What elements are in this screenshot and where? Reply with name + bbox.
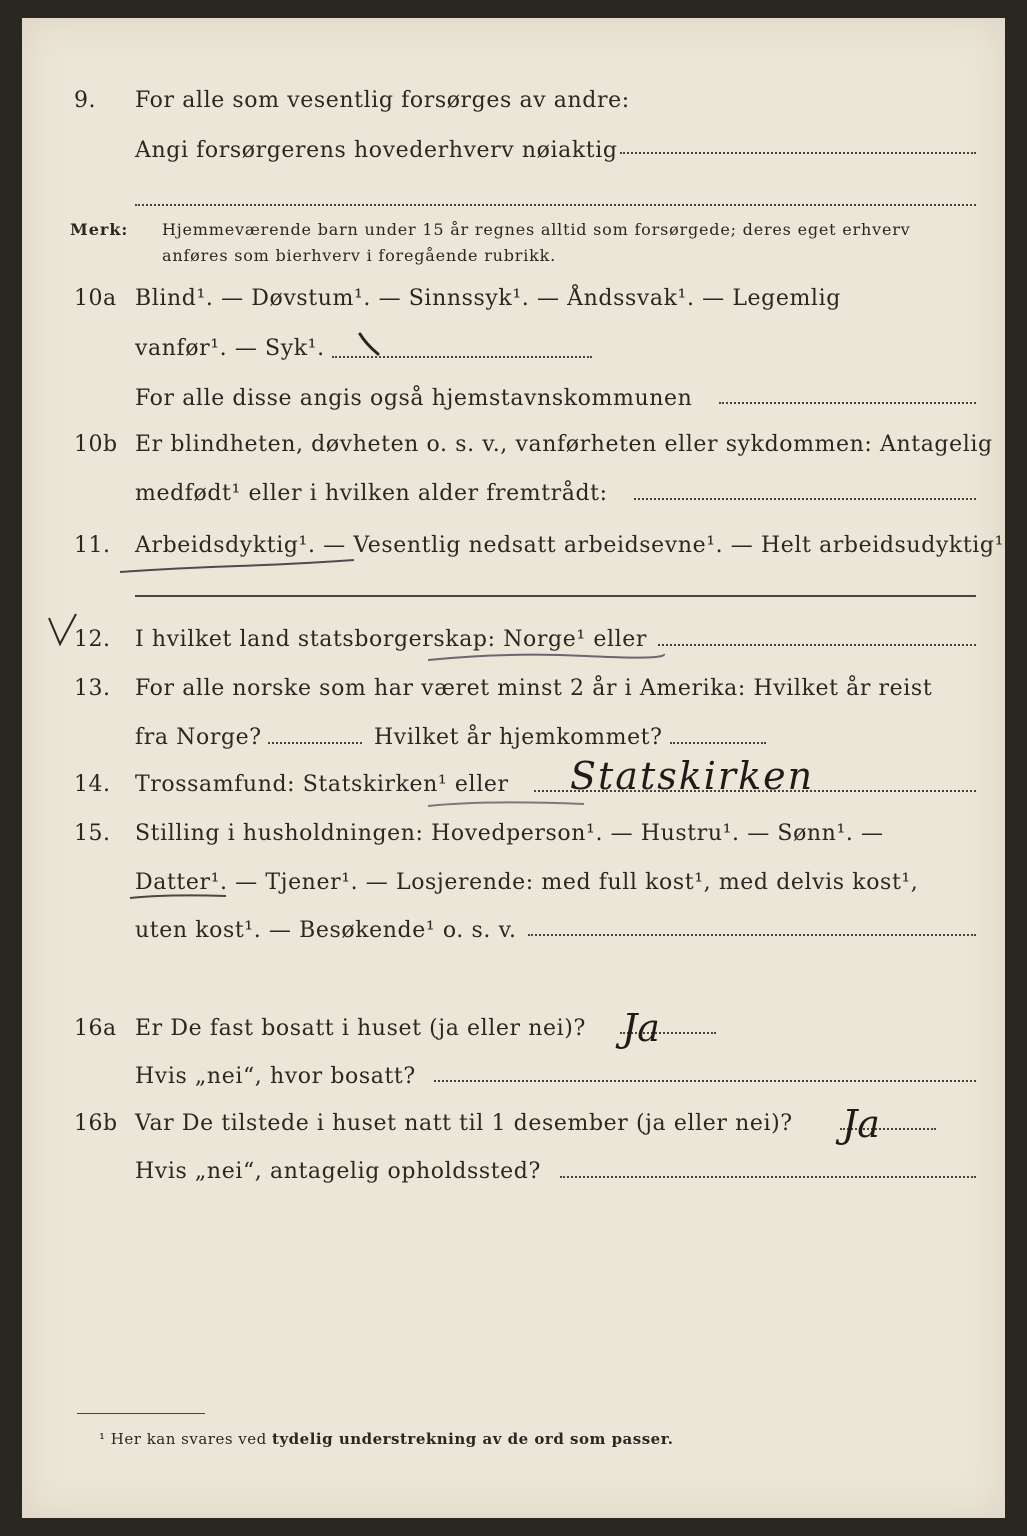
footnote-rule [77, 1413, 205, 1414]
question-16b-line1: Var De tilstede i huset natt til 1 desember (ja eller nei)? [135, 1111, 793, 1136]
underline-mark-arbeidsdyktig [118, 554, 358, 578]
question-15-line3: uten kost¹. — Besøkende¹ o. s. v. [135, 918, 517, 943]
question-10a-number: 10a [74, 286, 117, 311]
question-14-handwritten-answer: Statskirken [570, 754, 815, 798]
footnote-text-a: Her kan svares ved [110, 1430, 267, 1448]
pen-stroke-mark [356, 330, 386, 360]
question-10a-line2: vanfør¹. — Syk¹. [135, 336, 325, 361]
question-16a-bosatt-field[interactable] [434, 1080, 976, 1082]
question-10a-line1: Blind¹. — Døvstum¹. — Sinnssyk¹. — Åndssvak¹. — Legemlig [135, 286, 841, 311]
merk-label: Merk: [70, 220, 129, 239]
question-16a-number: 16a [74, 1016, 117, 1041]
question-13-line2b: Hvilket år hjemkommet? [374, 725, 663, 750]
question-10b-answer-field[interactable] [634, 498, 976, 500]
underline-mark-statskirken [426, 798, 586, 812]
question-10a-hjemstavn-field[interactable] [719, 402, 976, 404]
question-13-reist-field[interactable] [268, 742, 362, 744]
question-13-line1: For alle norske som har været minst 2 år i Amerika: Hvilket år reist [135, 676, 933, 701]
question-11-number: 11. [74, 533, 111, 558]
question-9-answer-field-2[interactable] [135, 204, 976, 206]
question-16b-handwritten-answer: Ja [842, 1102, 880, 1146]
underline-mark-datter [128, 890, 228, 904]
question-10b-number: 10b [74, 432, 118, 457]
question-16b-line2: Hvis „nei“, antagelig opholdssted? [135, 1159, 541, 1184]
question-16a-line1: Er De fast bosatt i huset (ja eller nei)? [135, 1016, 586, 1041]
question-13-line2a: fra Norge? [135, 725, 262, 750]
question-16b-number: 16b [74, 1111, 118, 1136]
question-16a-line2: Hvis „nei“, hvor bosatt? [135, 1064, 416, 1089]
question-9-number: 9. [74, 88, 96, 113]
question-11-line1: Arbeidsdyktig¹. — Vesentlig nedsatt arbeidsevne¹. — Helt arbeidsudyktig¹. [135, 533, 1012, 558]
census-form-page [22, 18, 1012, 1518]
question-15-line1: Stilling i husholdningen: Hovedperson¹. — Hustru¹. — Sønn¹. — [135, 821, 884, 846]
question-12-answer-field[interactable] [658, 644, 976, 646]
merk-line2: anføres som bierhverv i foregående rubrikk. [162, 246, 557, 265]
footnote [99, 1430, 673, 1448]
question-12-line1: I hvilket land statsborgerskap: Norge¹ eller [135, 627, 647, 652]
underline-mark-norge [426, 648, 666, 668]
question-10a-line3: For alle disse angis også hjemstavnskommunen [135, 386, 693, 411]
question-10b-line1: Er blindheten, døvheten o. s. v., vanførheten eller sykdommen: Antagelig [135, 432, 993, 457]
question-13-number: 13. [74, 676, 111, 701]
merk-line1: Hjemmeværende barn under 15 år regnes alltid som forsørgede; deres eget erhverv [162, 220, 911, 239]
question-15-line2: Datter¹. — Tjener¹. — Losjerende: med full kost¹, med delvis kost¹, [135, 870, 919, 895]
question-11-answer-line[interactable] [135, 595, 976, 597]
question-14-line1: Trossamfund: Statskirken¹ eller [135, 772, 509, 797]
footnote-text-b: tydelig understrekning av de ord som passer. [272, 1430, 674, 1448]
question-12-number: 12. [74, 627, 111, 652]
question-15-number: 15. [74, 821, 111, 846]
question-13-hjemkommet-field[interactable] [670, 742, 766, 744]
question-10b-line2: medfødt¹ eller i hvilken alder fremtrådt: [135, 481, 608, 506]
question-16b-opholdssted-field[interactable] [560, 1176, 976, 1178]
question-9-answer-field[interactable] [620, 152, 976, 154]
question-16a-handwritten-answer: Ja [622, 1006, 660, 1050]
footnote-marker: ¹ [99, 1430, 106, 1448]
question-14-number: 14. [74, 772, 111, 797]
question-9-line2: Angi forsørgerens hovederhverv nøiaktig [135, 138, 618, 163]
question-9-line1: For alle som vesentlig forsørges av andre: [135, 88, 630, 113]
question-15-answer-field[interactable] [528, 934, 976, 936]
